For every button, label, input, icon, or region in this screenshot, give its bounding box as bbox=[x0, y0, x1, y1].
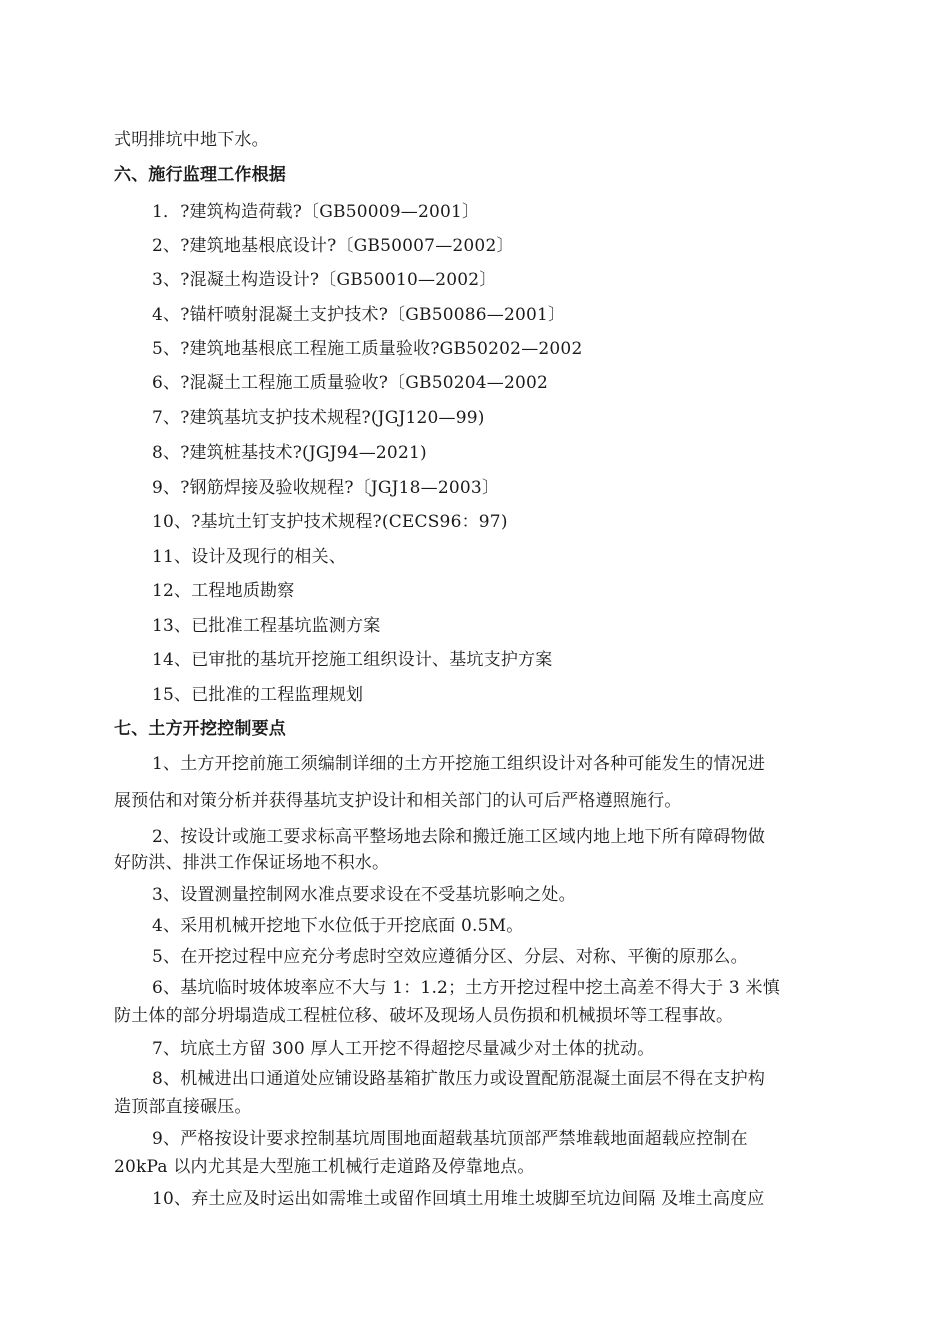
section-7-paragraph-continuation: 造顶部直接碾压。 bbox=[114, 1097, 252, 1117]
section-6-item: 10、?基坑土钉支护技术规程?(CECS96：97) bbox=[152, 512, 508, 532]
section-7-paragraph-first-line: 4、采用机械开挖地下水位低于开挖底面 0.5M。 bbox=[152, 916, 524, 936]
section-6-item: 9、?钢筋焊接及验收规程?〔JGJ18—2003〕 bbox=[152, 478, 500, 498]
section-7-heading: 七、土方开挖控制要点 bbox=[114, 719, 286, 739]
section-6-heading: 六、施行监理工作根据 bbox=[114, 165, 286, 185]
section-7-paragraph-first-line: 6、基坑临时坡体坡率应不大与 1：1.2；土方开挖过程中挖土高差不得大于 3 米慎 bbox=[152, 978, 780, 998]
section-7-paragraph-first-line: 5、在开挖过程中应充分考虑时空效应遵循分区、分层、对称、平衡的原那么。 bbox=[152, 947, 748, 967]
section-6-item: 11、设计及现行的相关、 bbox=[152, 547, 347, 567]
section-6-item: 8、?建筑桩基技术?(JGJ94—2021) bbox=[152, 443, 427, 463]
section-6-item: 14、已审批的基坑开挖施工组织设计、基坑支护方案 bbox=[152, 650, 553, 670]
section-6-item: 1．?建筑构造荷载?〔GB50009—2001〕 bbox=[152, 202, 480, 222]
section-6-item: 6、?混凝土工程施工质量验收?〔GB50204—2002 bbox=[152, 373, 549, 393]
section-7-paragraph-first-line: 1、土方开挖前施工须编制详细的土方开挖施工组织设计对各种可能发生的情况进 bbox=[152, 754, 766, 774]
section-7-paragraph-first-line: 3、设置测量控制网水准点要求设在不受基坑影响之处。 bbox=[152, 885, 576, 905]
section-6-item: 5、?建筑地基根底工程施工质量验收?GB50202—2002 bbox=[152, 339, 583, 359]
section-7-paragraph-first-line: 7、坑底土方留 300 厚人工开挖不得超挖尽量减少对土体的扰动。 bbox=[152, 1039, 655, 1059]
section-7-paragraph-first-line: 2、按设计或施工要求标高平整场地去除和搬迁施工区域内地上地下所有障碍物做 bbox=[152, 827, 766, 847]
section-7-paragraph-continuation: 20kPa 以内尤其是大型施工机械行走道路及停靠地点。 bbox=[114, 1157, 535, 1177]
section-7-paragraph-continuation: 展预估和对策分析并获得基坑支护设计和相关部门的认可后严格遵照施行。 bbox=[114, 791, 682, 811]
intro-tail-text: 式明排坑中地下水。 bbox=[114, 130, 269, 150]
section-6-item: 2、?建筑地基根底设计?〔GB50007—2002〕 bbox=[152, 236, 514, 256]
section-6-item: 7、?建筑基坑支护技术规程?(JGJ120—99) bbox=[152, 408, 485, 428]
section-7-paragraph-continuation: 好防洪、排洪工作保证场地不积水。 bbox=[114, 853, 390, 873]
section-6-item: 12、工程地质勘察 bbox=[152, 581, 295, 601]
section-6-item: 15、已批准的工程监理规划 bbox=[152, 685, 364, 705]
section-7-paragraph-continuation: 防土体的部分坍塌造成工程桩位移、破坏及现场人员伤损和机械损坏等工程事故。 bbox=[114, 1006, 734, 1026]
section-7-paragraph-first-line: 10、弃土应及时运出如需堆土或留作回填土用堆土坡脚至坑边间隔 及堆土高度应 bbox=[152, 1189, 765, 1209]
section-6-item: 3、?混凝土构造设计?〔GB50010—2002〕 bbox=[152, 270, 497, 290]
section-6-item: 4、?锚杆喷射混凝土支护技术?〔GB50086—2001〕 bbox=[152, 305, 566, 325]
section-7-paragraph-first-line: 8、机械进出口通道处应铺设路基箱扩散压力或设置配筋混凝土面层不得在支护构 bbox=[152, 1069, 766, 1089]
section-6-item: 13、已批准工程基坑监测方案 bbox=[152, 616, 381, 636]
section-7-paragraph-first-line: 9、严格按设计要求控制基坑周围地面超载基坑顶部严禁堆载地面超载应控制在 bbox=[152, 1129, 748, 1149]
